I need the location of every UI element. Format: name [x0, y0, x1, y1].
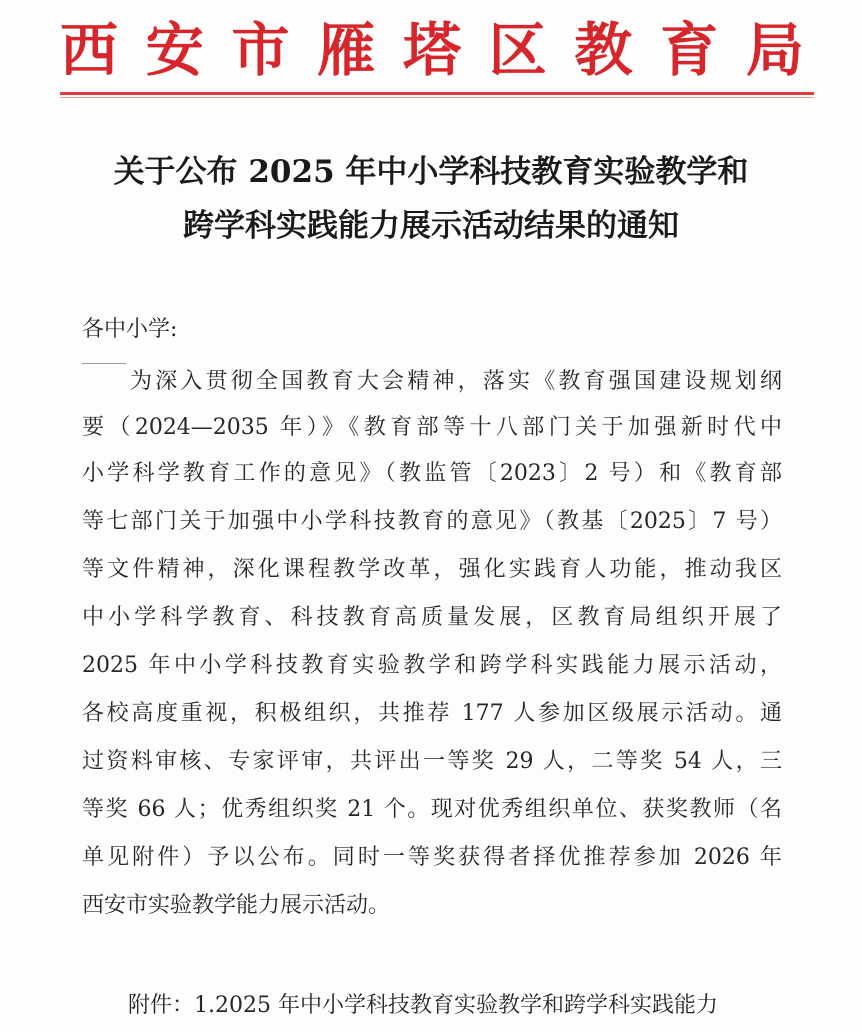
letterhead-char: 市 [231, 16, 290, 84]
letterhead-char: 雁 [317, 16, 376, 84]
paragraph-line-text: 要（2024—2035 年）》《教育部等十八部门关于加强新时代中 [82, 415, 782, 440]
paragraph-line [82, 504, 782, 535]
paragraph-line [82, 600, 782, 631]
letterhead-divider-thin [60, 97, 814, 98]
paragraph-line-text: 等奖 66 人；优秀组织奖 21 个。现对优秀组织单位、获奖教师（名 [82, 797, 782, 822]
letterhead-divider [60, 92, 814, 95]
paragraph-line [82, 648, 782, 679]
document-title-line-2: 跨学科实践能力展示活动结果的通知 [183, 208, 679, 244]
paragraph-line [82, 364, 782, 395]
paragraph-line-text: 小学科学教育工作的意见》（教监管〔2023〕2 号）和《教育部 [82, 461, 782, 486]
paragraph-line [82, 552, 782, 583]
paragraph-line-text: 为深入贯彻全国教育大会精神，落实《教育强国建设规划纲 [130, 369, 782, 394]
paragraph-line [82, 792, 782, 823]
paragraph-line-text: 过资料审核、专家评审，共评出一等奖 29 人，二等奖 54 人，三 [82, 749, 782, 774]
letterhead-title [60, 12, 804, 88]
letterhead-char: 西 [60, 16, 119, 84]
salutation: 各中小学: [82, 317, 178, 342]
letterhead-char: 教 [574, 16, 633, 84]
letterhead-char: 安 [145, 16, 204, 84]
paragraph-line [82, 744, 782, 775]
paragraph-line [82, 840, 782, 871]
paragraph-line-text: 2025 年中小学科技教育实验教学和跨学科实践能力展示活动， [82, 653, 782, 678]
document-title-line-1: 关于公布 2025 年中小学科技教育实验教学和 [113, 154, 749, 190]
attachment-line: 附件：1.2025 年中小学科技教育实验教学和跨学科实践能力 [128, 993, 718, 1018]
paragraph-line-text: 等文件精神，深化课程教学改革，强化实践育人功能，推动我区 [82, 557, 782, 582]
paragraph-line [82, 410, 782, 441]
paragraph-line [82, 696, 782, 727]
letterhead-char: 塔 [402, 16, 461, 84]
paragraph-line [82, 456, 782, 487]
letterhead-char: 区 [488, 16, 547, 84]
paragraph-line-text: 中小学科学教育、科技教育高质量发展，区教育局组织开展了 [82, 605, 782, 630]
paragraph-line [82, 888, 782, 919]
indent-mark [82, 363, 126, 364]
paragraph-line-text: 等七部门关于加强中小学科技教育的意见》（教基〔2025〕7 号） [82, 509, 782, 534]
paragraph-line-text: 各校高度重视，积极组织，共推荐 177 人参加区级展示活动。通 [82, 701, 782, 726]
letterhead-char: 育 [660, 16, 719, 84]
letterhead-char: 局 [745, 16, 804, 84]
paragraph-line-text: 单见附件）予以公布。同时一等奖获得者择优推荐参加 2026 年 [82, 845, 782, 870]
paragraph-line-text: 西安市实验教学能力展示活动。 [82, 893, 391, 918]
